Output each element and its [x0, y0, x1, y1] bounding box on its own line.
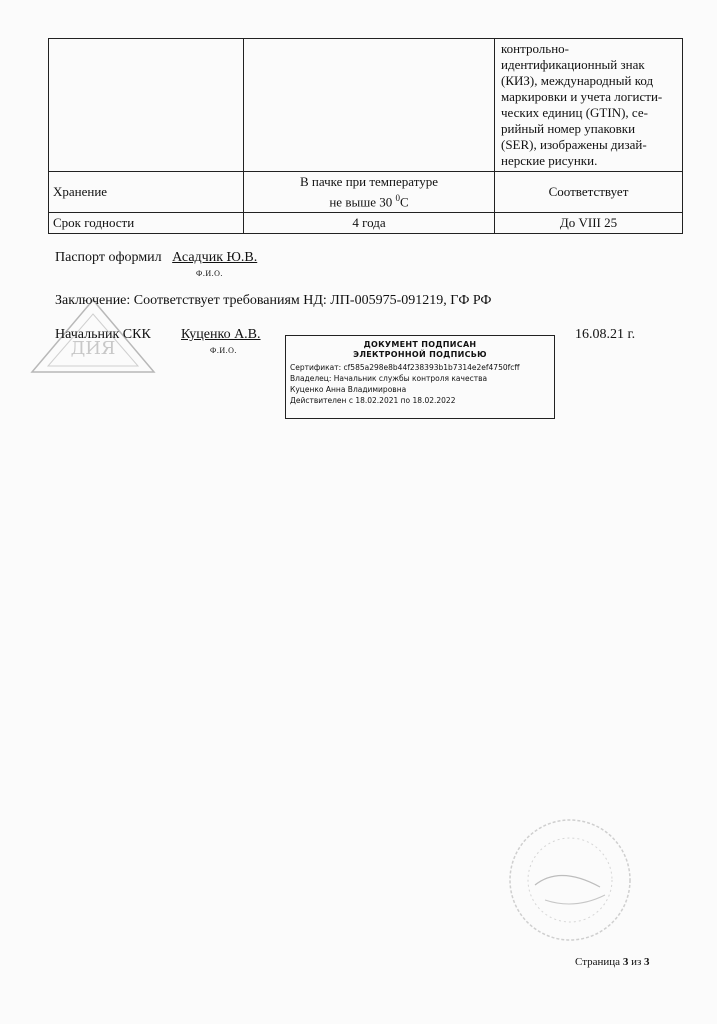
- text-line: рийный номер упаковки: [501, 121, 636, 136]
- shelf-life-label: Срок годности: [49, 213, 244, 234]
- unit-text: С: [399, 194, 409, 210]
- storage-condition: [244, 172, 495, 213]
- text-line: (КИЗ), международный код: [501, 73, 654, 88]
- text-line: маркировки и учета логисти-: [501, 89, 663, 104]
- signature-owner-name: Куценко Анна Владимировна: [290, 385, 407, 394]
- text-line: [248, 190, 490, 210]
- text-line: идентификационный знак: [501, 57, 645, 72]
- footer-separator: из: [631, 956, 642, 968]
- table-cell: [244, 39, 495, 172]
- footer-page-number: 3: [622, 956, 629, 968]
- passport-line: [55, 250, 257, 266]
- head-name: Куценко А.В.: [181, 327, 261, 342]
- storage-label: Хранение: [49, 172, 244, 213]
- table-row: [49, 172, 683, 213]
- footer-prefix: Страница: [575, 956, 621, 968]
- table-cell-description: [495, 39, 683, 172]
- text-line: ческих единиц (GTIN), се-: [501, 105, 648, 120]
- signature-certificate: Сертификат: cf585a298e8b44f238393b1b7314e2ef4750fcff: [290, 363, 520, 372]
- electronic-signature-box: [285, 335, 555, 419]
- footer-total-pages: 3: [644, 956, 650, 968]
- storage-result: Соответствует: [495, 172, 683, 213]
- table-cell: [49, 39, 244, 172]
- page-footer: [575, 956, 650, 968]
- signature-subtitle: ЭЛЕКТРОННОЙ ПОДПИСЬЮ: [353, 350, 487, 359]
- svg-text:ДИЯ: ДИЯ: [70, 338, 116, 359]
- text-line: (SER), изображены дизай-: [501, 137, 647, 152]
- sign-date: 16.08.21 г.: [575, 327, 636, 342]
- head-fio-caption: Ф.И.О.: [210, 346, 237, 355]
- shelf-life-result: До VIII 25: [495, 213, 683, 234]
- table-row: [49, 39, 683, 172]
- conclusion-text: Заключение: Соответствует требованиям НД: ЛП-005975-091219, ГФ РФ: [55, 293, 492, 308]
- round-seal-icon: [505, 815, 635, 945]
- passport-name: Асадчик Ю.В.: [172, 250, 258, 265]
- passport-label: Паспорт оформил: [55, 250, 162, 265]
- text-span: не выше 30: [329, 194, 393, 210]
- text-line: нерские рисунки.: [501, 153, 598, 168]
- degree-superscript: 0: [395, 193, 400, 203]
- text-line: контрольно-: [501, 41, 569, 56]
- text-line: В пачке при температуре: [300, 174, 438, 189]
- signature-validity: Действителен с 18.02.2021 по 18.02.2022: [290, 396, 456, 405]
- signature-title: ДОКУМЕНТ ПОДПИСАН: [363, 340, 477, 349]
- spec-table: [48, 38, 683, 234]
- head-label: Начальник СКК: [55, 327, 151, 342]
- signature-owner: Владелец: Начальник службы контроля качества: [290, 374, 488, 383]
- table-row: [49, 213, 683, 234]
- shelf-life-value: 4 года: [244, 213, 495, 234]
- passport-fio-caption: Ф.И.О.: [196, 269, 223, 278]
